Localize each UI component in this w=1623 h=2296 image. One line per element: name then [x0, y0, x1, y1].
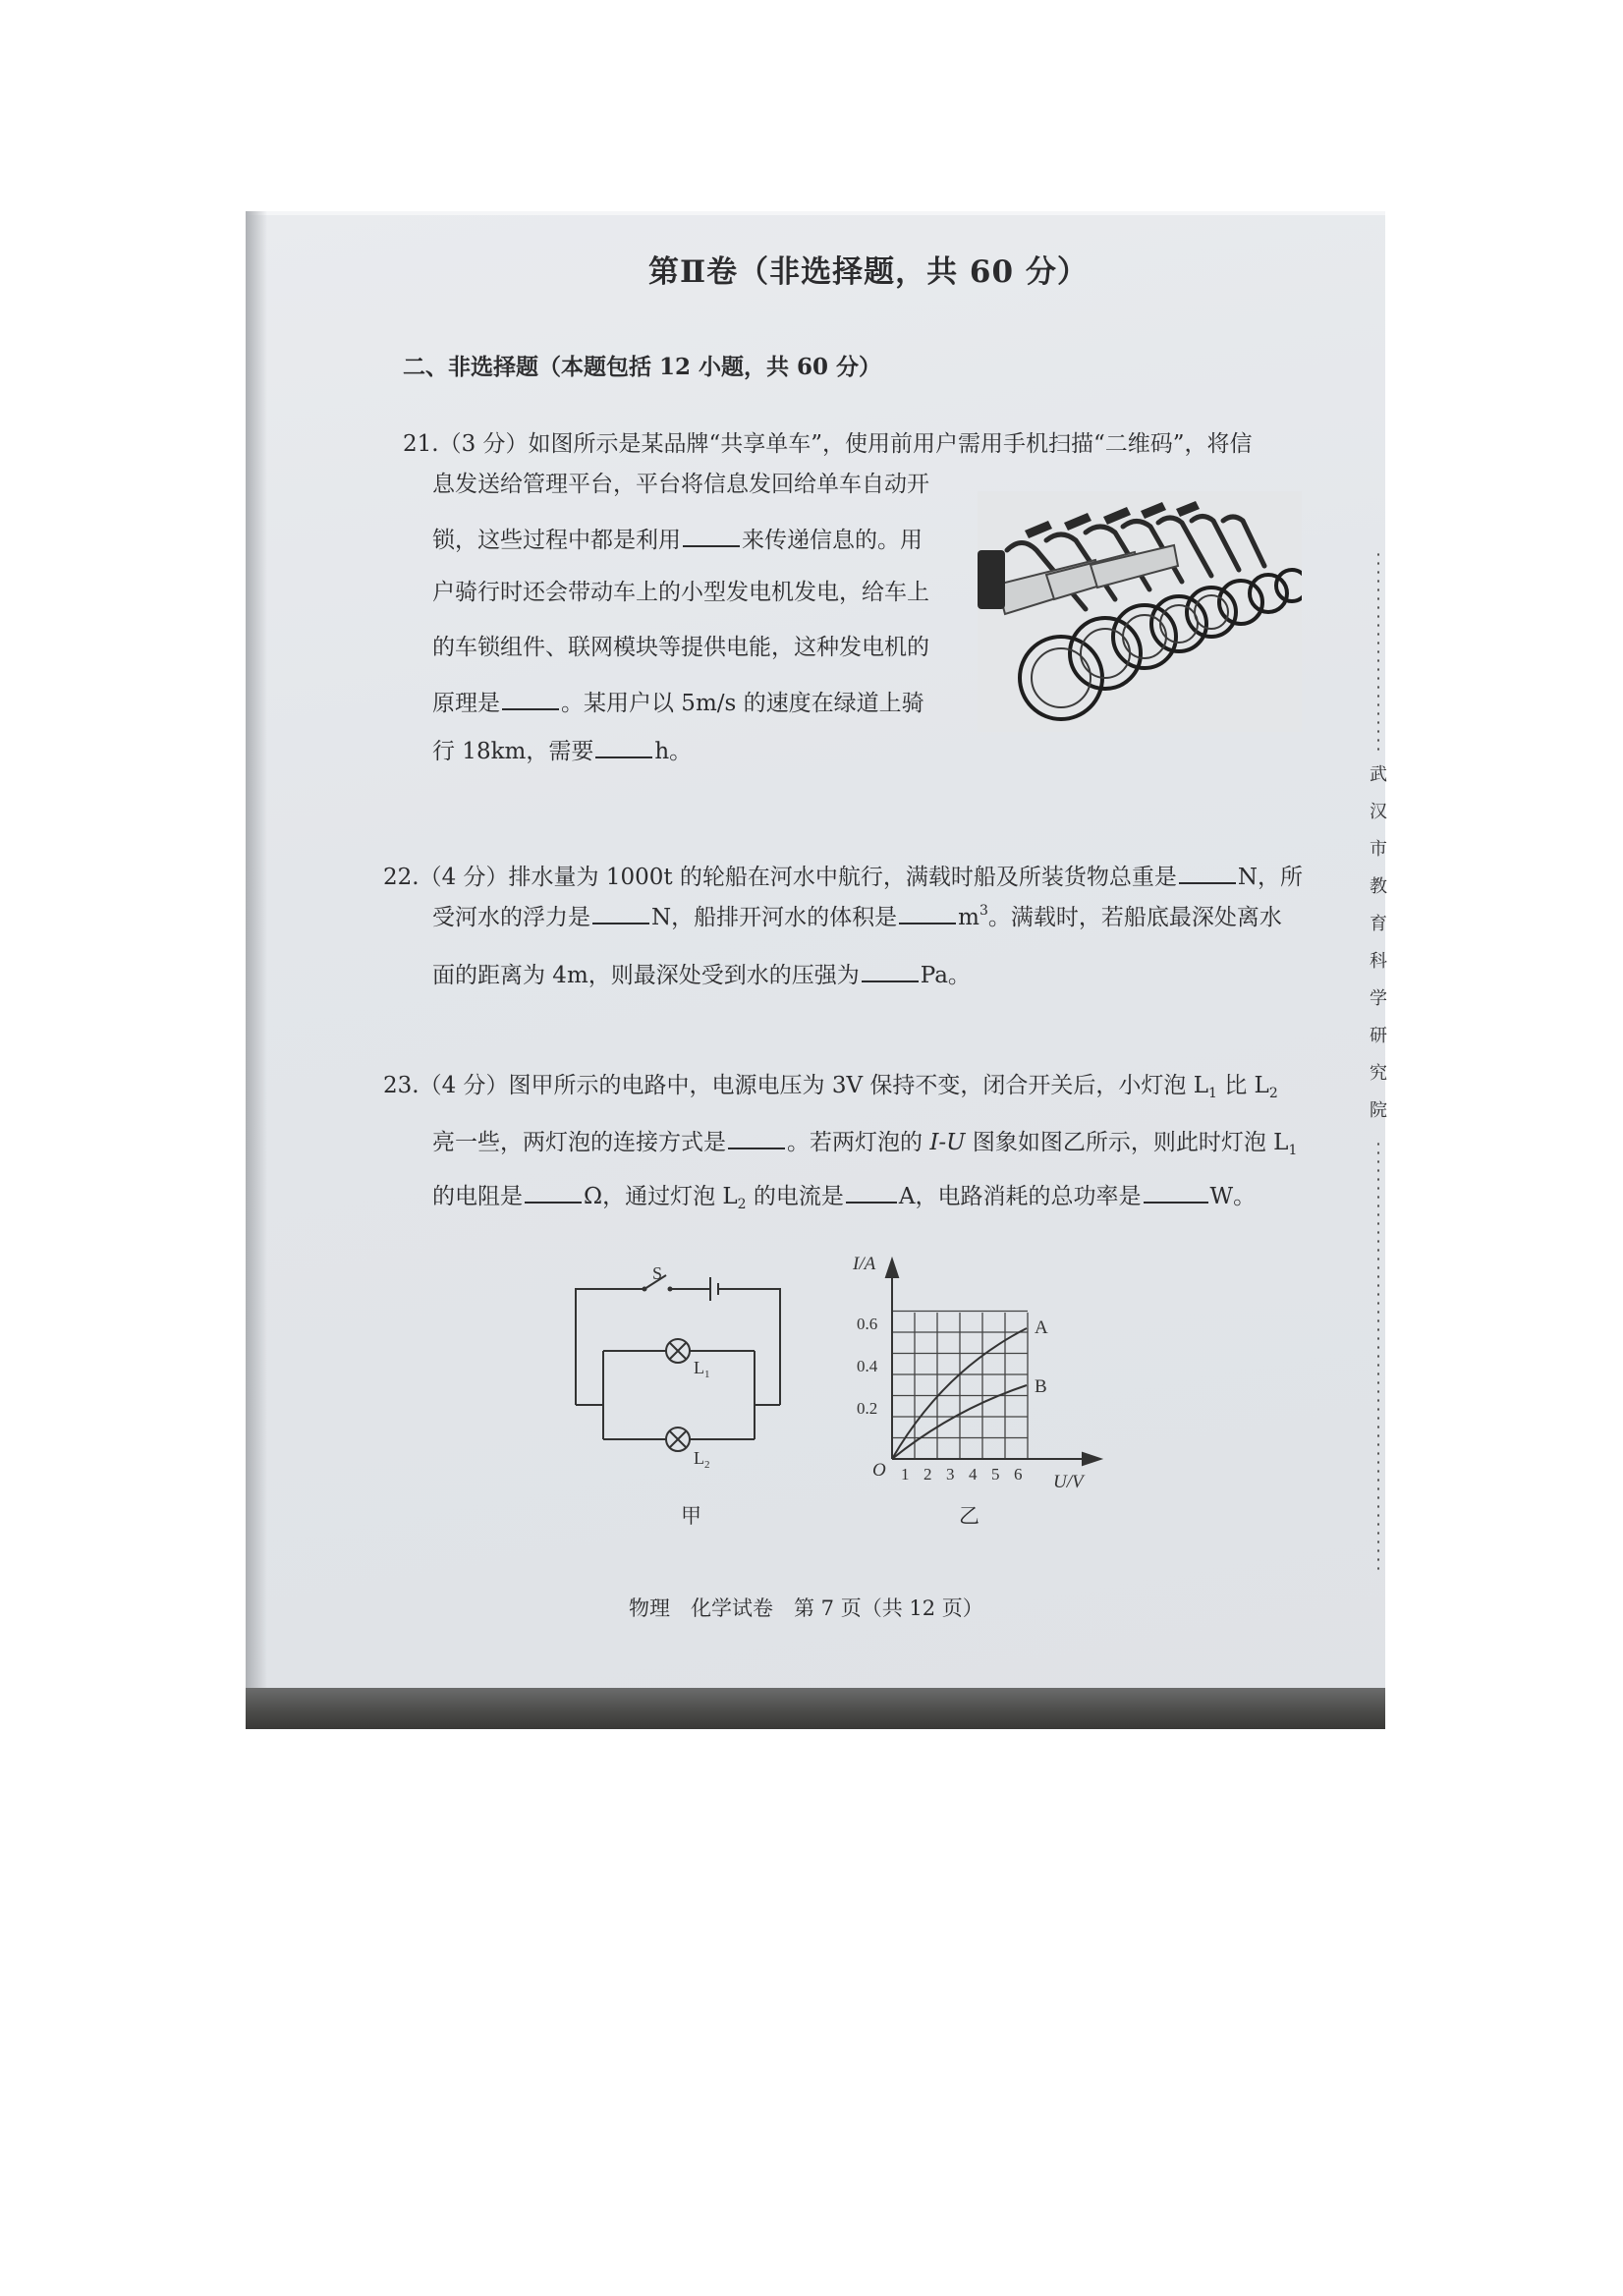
- q23-line-3-text-b: Ω，通过灯泡 L: [584, 1184, 738, 1209]
- q23-line-1-text-a: 23.（4 分）图甲所示的电路中，电源电压为 3V 保持不变，闭合开关后，小灯泡 L: [383, 1073, 1208, 1098]
- q21-blank-3[interactable]: [595, 739, 652, 758]
- x-tick-5: 5: [991, 1465, 1000, 1484]
- x-tick-4: 4: [969, 1465, 978, 1484]
- y-axis-label: I/A: [853, 1254, 876, 1274]
- q22-blank-4[interactable]: [862, 963, 919, 982]
- lamp1-label: $L_1$: [694, 1358, 710, 1380]
- q23-iu-italic: I-U: [929, 1130, 966, 1155]
- q21-line-7-text-b: h。: [654, 739, 693, 764]
- q23-line-1-text-b: 比 L: [1216, 1073, 1269, 1098]
- x-tick-1: 1: [901, 1465, 910, 1484]
- q22-line-1-text-b: N，所: [1237, 865, 1304, 890]
- q22-line-2-text-b: N，船排开河水的体积是: [651, 905, 898, 930]
- side-char: 市: [1370, 839, 1387, 860]
- q22-line-1: [383, 865, 1303, 889]
- q21-line-7: [432, 739, 692, 763]
- q23-line-3: [432, 1184, 1256, 1211]
- side-char: 育: [1370, 914, 1387, 934]
- q22-line-2-text-d: 。满载时，若船底最深处离水: [987, 905, 1282, 930]
- x-axis-label: U/V: [1053, 1472, 1084, 1492]
- side-dotted-line-top: [1377, 550, 1379, 752]
- table-edge-strip: [246, 1688, 1385, 1729]
- q23-l2-sub-2: 2: [737, 1197, 747, 1212]
- q23-line-2-text-d: 图象如图乙所示，则此时灯泡 L: [965, 1130, 1289, 1155]
- x-tick-3: 3: [946, 1465, 955, 1484]
- q21-line-6-text-b: 。某用户以 5m/s 的速度在绿道上骑: [561, 691, 924, 716]
- q22-line-1-text-a: 22.（4 分）排水量为 1000t 的轮船在河水中航行，满载时船及所装货物总重是: [383, 865, 1177, 890]
- q21-line-6-text-a: 原理是: [432, 691, 500, 716]
- side-char: 学: [1370, 988, 1387, 1009]
- q21-line-2: 息发送给管理平台，平台将信息发回给单车自动开: [432, 472, 929, 497]
- q21-line-6: [432, 691, 924, 715]
- q22-blank-3[interactable]: [899, 905, 956, 924]
- q22-line-3-text-a: 面的距离为 4m，则最深处受到水的压强为: [432, 963, 860, 988]
- page-footer: 物理 化学试卷 第 7 页（共 12 页）: [629, 1596, 983, 1620]
- q22-line-3-text-b: Pa。: [920, 963, 971, 988]
- iu-graph: [835, 1248, 1120, 1493]
- lamp2-label: $L_2$: [694, 1448, 710, 1469]
- shared-bikes-photo: [978, 491, 1302, 732]
- q22-cubed-sup: 3: [979, 903, 988, 919]
- side-char: 武: [1370, 764, 1387, 785]
- paper-title: 第Ⅱ卷（非选择题，共 60 分）: [648, 254, 1089, 290]
- side-char: 汉: [1370, 802, 1387, 822]
- q23-line-3-text-e: W。: [1209, 1184, 1257, 1209]
- side-char: 教: [1370, 876, 1387, 897]
- q21-blank-2[interactable]: [502, 691, 559, 710]
- q22-blank-1[interactable]: [1179, 865, 1236, 884]
- y-tick-0-4: 0.4: [857, 1357, 878, 1375]
- y-tick-0-6: 0.6: [857, 1315, 878, 1333]
- q23-line-3-text-d: A，电路消耗的总功率是: [898, 1184, 1142, 1209]
- q23-line-3-text-a: 的电阻是: [432, 1184, 523, 1209]
- switch-label: S: [652, 1267, 663, 1283]
- q22-line-3: [432, 963, 971, 987]
- q22-line-2: [432, 904, 1282, 929]
- q23-l1-sub-2: 1: [1288, 1143, 1298, 1158]
- q21-line-1: 21.（3 分）如图所示是某品牌“共享单车”，使用前用户需用手机扫描“二维码”，将信: [403, 431, 1253, 457]
- q23-l2-sub: 2: [1268, 1086, 1278, 1101]
- q21-line-5: 的车锁组件、联网模块等提供电能，这种发电机的: [432, 635, 929, 660]
- q23-blank-3[interactable]: [846, 1184, 897, 1204]
- origin-label: O: [872, 1460, 886, 1481]
- q21-line-3: [432, 528, 923, 552]
- q23-line-2: [432, 1130, 1297, 1157]
- curve-b-label: B: [1035, 1376, 1047, 1397]
- q23-blank-2[interactable]: [525, 1184, 582, 1204]
- side-char: 研: [1370, 1026, 1387, 1046]
- q22-blank-2[interactable]: [592, 905, 649, 924]
- side-char: 究: [1370, 1063, 1387, 1084]
- q22-line-2-text-c: m: [958, 905, 979, 930]
- x-tick-6: 6: [1014, 1465, 1023, 1484]
- q23-l1-sub: 1: [1207, 1086, 1217, 1101]
- side-vertical-text: [1368, 766, 1389, 1140]
- graph-caption: 乙: [959, 1504, 979, 1528]
- circuit-diagram: [568, 1267, 784, 1469]
- q23-line-1: [383, 1075, 1278, 1100]
- q21-line-3-text-a: 锁，这些过程中都是利用: [432, 528, 681, 553]
- side-char: 科: [1370, 951, 1387, 972]
- side-dotted-line-bottom: [1377, 1140, 1379, 1572]
- paper-top-edge: [246, 211, 1385, 215]
- q21-line-3-text-b: 来传递信息的。用: [742, 528, 923, 553]
- side-char: 院: [1370, 1100, 1387, 1121]
- circuit-caption: 甲: [681, 1504, 701, 1528]
- q21-line-7-text-a: 行 18km，需要: [432, 739, 594, 764]
- q23-line-2-text-b: 。若两灯泡的: [787, 1130, 930, 1155]
- q22-line-2-text-a: 受河水的浮力是: [432, 905, 590, 930]
- y-tick-0-2: 0.2: [857, 1399, 878, 1418]
- x-tick-2: 2: [923, 1465, 932, 1484]
- q23-line-2-text-a: 亮一些，两灯泡的连接方式是: [432, 1130, 726, 1155]
- q23-blank-1[interactable]: [728, 1130, 785, 1149]
- q23-line-3-text-c: 的电流是: [746, 1184, 844, 1209]
- section-heading: 二、非选择题（本题包括 12 小题，共 60 分）: [403, 354, 882, 380]
- q23-blank-4[interactable]: [1144, 1184, 1208, 1204]
- q21-blank-1[interactable]: [683, 528, 740, 547]
- curve-a-label: A: [1035, 1317, 1048, 1338]
- paper-left-shadow: [246, 211, 267, 1729]
- q21-line-4: 户骑行时还会带动车上的小型发电机发电，给车上: [432, 580, 929, 605]
